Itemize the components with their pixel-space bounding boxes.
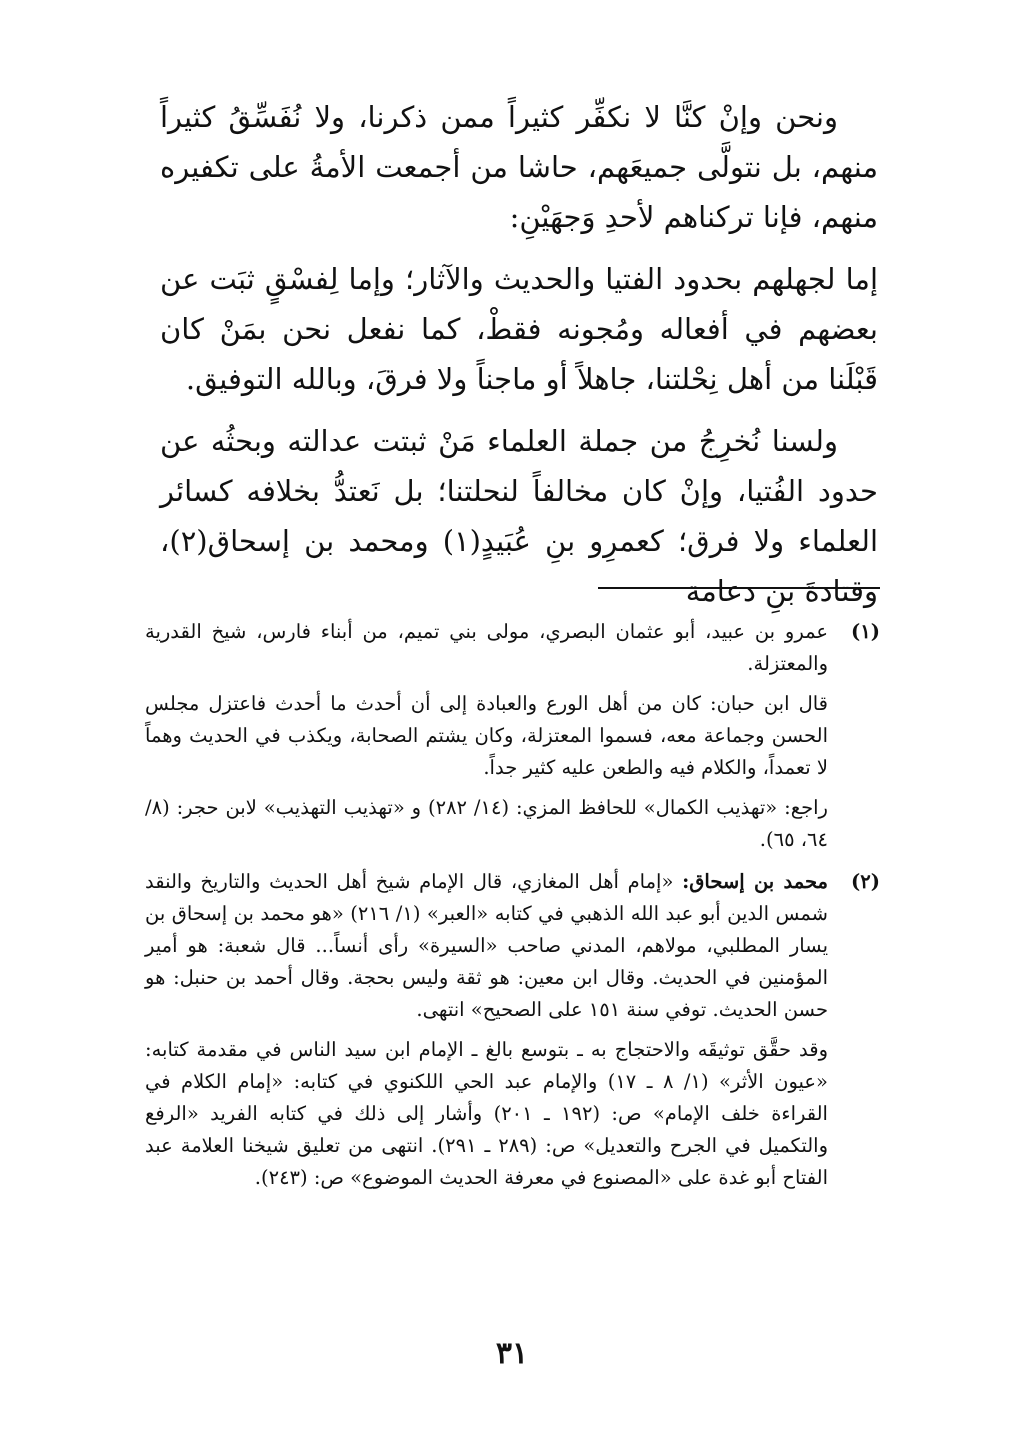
main-paragraph-3: ولسنا نُخرِجُ من جملة العلماء مَنْ ثبتت عدالته وبحثُه عن حدود الفُتيا، وإنْ كان مخالفاً لنحلتنا؛ بل نَعتدُّ بخلافه كسائر العلماء ولا فرق؛ كعمرِو بنِ عُبَيدٍ(١) ومحمد بن إسحاق(٢)، وقتادةَ بنِ دعامة	[160, 424, 879, 608]
footnote-paragraph: قال ابن حبان: كان من أهل الورع والعبادة إلى أن أحدث ما أحدث فاعتزل مجلس الحسن وجماعة معه، فسموا المعتزلة، وكان يشتم الصحابة، ويكذب في الحديث وهماً لا تعمداً، والكلام فيه والطعن عليه كثير جداً.	[145, 692, 828, 779]
footnote-number: (١)	[851, 620, 880, 643]
main-paragraph-1: ونحن وإنْ كنَّا لا نكفِّر كثيراً ممن ذكرنا، ولا نُفَسِّقُ كثيراً منهم، بل نتولَّى جميعَهم، حاشا من أجمعت الأمةُ على تكفيره منهم، فإنا تركناهم لأحدِ وَجهَيْنِ:	[160, 100, 878, 234]
footnote-separator	[598, 587, 880, 589]
footnote-number: (٢)	[851, 870, 880, 893]
footnote-paragraph: وقد حقَّق توثيقَه والاحتجاج به ـ بتوسع بالغ ـ الإمام ابن سيد الناس في مقدمة كتابه: «عيون الأثر» (١/ ٨ ـ ١٧) والإمام عبد الحي اللكنوي في كتابه: «إمام الكلام في القراءة خلف الإمام» ص: (١٩٢ ـ ٢٠١) وأشار إلى ذلك في كتابه الفريد «الرفع والتكميل في الجرح والتعديل» ص: (٢٨٩ ـ ٢٩١). انتهى من تعليق شيخنا العلامة عبد الفتاح أبو غدة على «المصنوع في معرفة الحديث الموضوع» ص: (٢٤٣).	[145, 1038, 828, 1189]
footnote-paragraph: عمرو بن عبيد، أبو عثمان البصري، مولى بني تميم، من أبناء فارس، شيخ القدرية والمعتزلة.	[145, 620, 828, 675]
footnote-paragraph: راجع: «تهذيب الكمال» للحافظ المزي: (١٤/ ٢٨٢) و «تهذيب التهذيب» لابن حجر: (٨/ ٦٤، ٦٥).	[145, 796, 828, 851]
main-paragraph-2: إما لجهلهم بحدود الفتيا والحديث والآثار؛ وإما لِفسْقٍ ثبَت عن بعضهم في أفعاله ومُجونه فقطْ، كما نفعل نحن بمَنْ كان قَبْلَنا من أهل نِحْلتنا، جاهلاً أو ماجناً ولا فرقَ، وبالله التوفيق.	[160, 262, 878, 396]
footnote-2	[145, 866, 880, 1194]
footnote-1	[145, 616, 880, 856]
page-number: ٣١	[495, 1336, 529, 1371]
footnote-paragraph	[145, 866, 828, 1026]
footnote-text: «إمام أهل المغازي، قال الإمام شيخ أهل الحديث والتاريخ والنقد شمس الدين أبو عبد الله الذهبي في كتابه «العبر» (١/ ٢١٦) «هو محمد بن إسحاق بن يسار المطلبي، مولاهم، المدني صاحب «السيرة» رأى أنساً... قال شعبة: هو أمير المؤمنين في الحديث. وقال ابن معين: هو ثقة وليس بحجة. وقال أحمد بن حنبل: هو حسن الحديث. توفي سنة ١٥١ على الصحيح» انتهى.	[145, 870, 828, 1021]
main-text	[160, 92, 878, 628]
footnotes	[145, 616, 880, 1204]
footnote-person-name: محمد بن إسحاق:	[682, 870, 828, 893]
